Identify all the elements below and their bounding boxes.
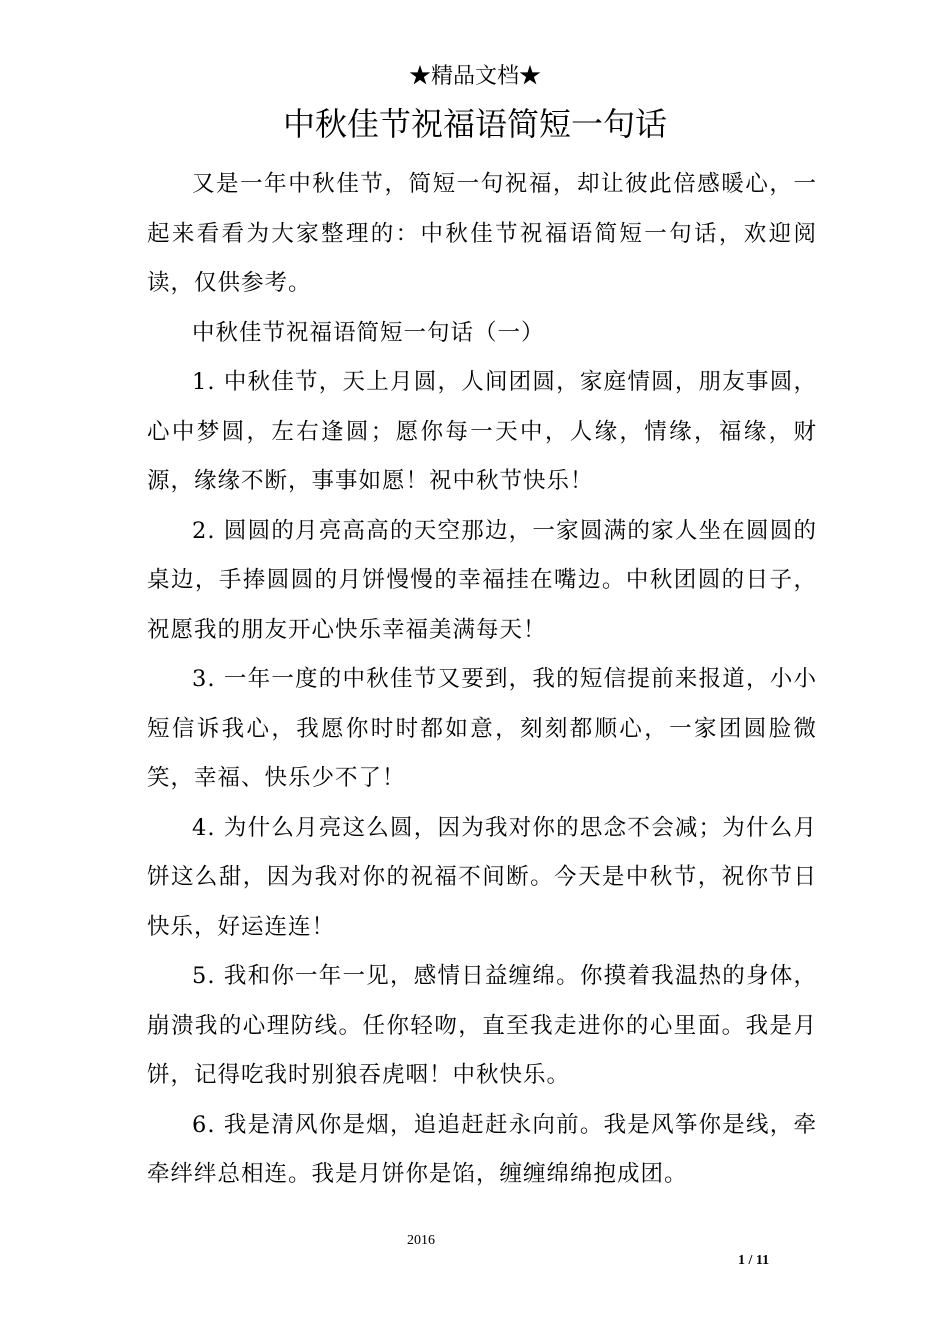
header-label: ★精品文档★ xyxy=(408,64,541,89)
footer-year: 2016 xyxy=(407,1233,435,1248)
list-item: 2. 圆圆的月亮高高的天空那边，一家圆满的家人坐在圆圆的桌边，手捧圆圆的月饼慢慢的幸福挂在嘴边。中秋团圆的日子，祝愿我的朋友开心快乐幸福美满每天！ xyxy=(147,517,817,643)
list-item: 3. 一年一度的中秋佳节又要到，我的短信提前来报道，小小短信诉我心，我愿你时时都如意，刻刻都顺心，一家团圆脸微笑，幸福、快乐少不了！ xyxy=(147,666,817,791)
document-body xyxy=(147,160,817,1200)
section-heading: 中秋佳节祝福语简短一句话（一） xyxy=(192,319,545,346)
intro-paragraph: 又是一年中秋佳节，简短一句祝福，却让彼此倍感暖心，一起来看看为大家整理的：中秋佳节祝福语简短一句话，欢迎阅读，仅供参考。 xyxy=(147,171,817,296)
list-item: 1. 中秋佳节，天上月圆，人间团圆，家庭情圆，朋友事圆，心中梦圆，左右逢圆；愿你每一天中，人缘，情缘，福缘，财源，缘缘不断，事事如愿！祝中秋节快乐！ xyxy=(147,369,817,494)
list-item: 4. 为什么月亮这么圆，因为我对你的思念不会减；为什么月饼这么甜，因为我对你的祝福不间断。今天是中秋节，祝你节日快乐，好运连连！ xyxy=(147,814,817,940)
list-item: 5. 我和你一年一见，感情日益缠绵。你摸着我温热的身体，崩溃我的心理防线。任你轻吻，直至我走进你的心里面。我是月饼，记得吃我时别狼吞虎咽！中秋快乐。 xyxy=(147,963,817,1088)
list-item: 6. 我是清风你是烟，追追赶赶永向前。我是风筝你是线，牵牵绊绊总相连。我是月饼你是馅，缠缠绵绵抱成团。 xyxy=(147,1111,817,1187)
page-number: 1 / 11 xyxy=(738,1253,770,1268)
document-title: 中秋佳节祝福语简短一句话 xyxy=(282,105,667,143)
